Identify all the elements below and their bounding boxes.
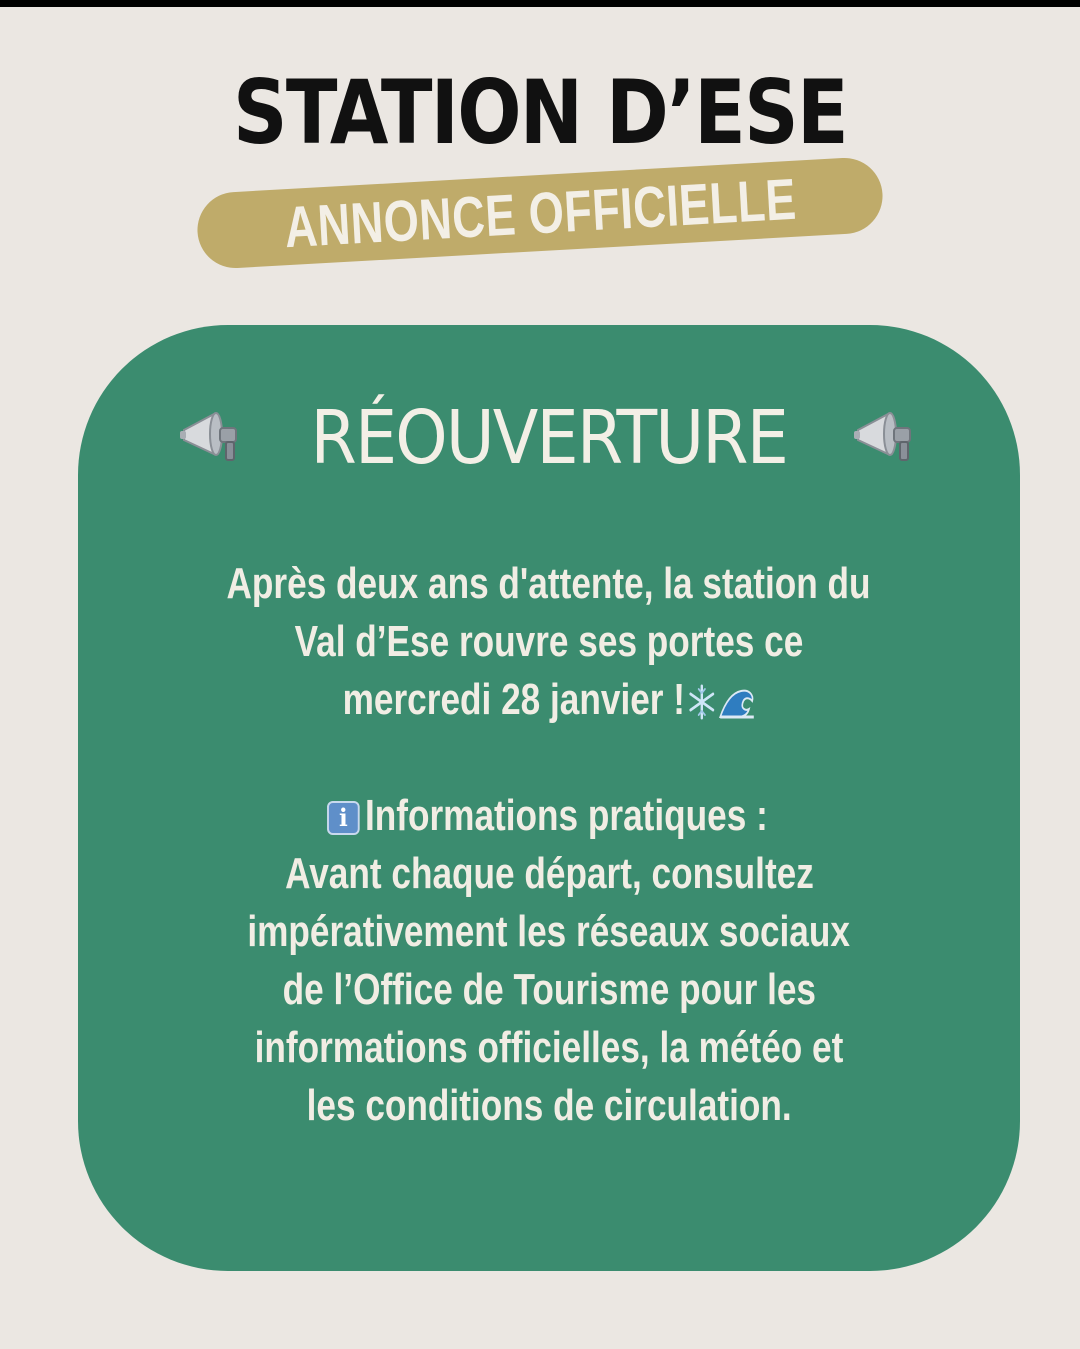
page-title: STATION D’ESE — [233, 61, 847, 164]
announcement-body — [118, 555, 980, 1135]
card-heading — [78, 395, 1020, 481]
announcement-page — [0, 7, 1080, 1349]
body-line: de l’Office de Tourisme pour les — [282, 965, 816, 1014]
body-line: mercredi 28 janvier ! — [342, 675, 685, 724]
megaphone-icon — [850, 408, 922, 468]
heading-text: RÉOUVERTURE — [310, 395, 788, 481]
announcement-card — [78, 325, 1020, 1271]
announcement-banner — [195, 156, 884, 270]
snowflake-icon — [687, 683, 717, 721]
body-line: Après deux ans d'attente, la station du — [226, 559, 872, 608]
megaphone-icon — [176, 408, 248, 468]
body-line: Informations pratiques : — [365, 791, 769, 840]
body-line: Avant chaque départ, consultez — [284, 849, 814, 898]
body-line: Val d’Ese rouvre ses portes ce — [294, 617, 804, 666]
body-line: les conditions de circulation. — [306, 1081, 792, 1130]
body-line: informations officielles, la météo et — [254, 1023, 844, 1072]
wave-icon — [719, 683, 756, 721]
information-icon: i — [327, 801, 360, 835]
banner-label: ANNONCE OFFICIELLE — [282, 166, 798, 260]
body-line: impérativement les réseaux sociaux — [247, 907, 851, 956]
